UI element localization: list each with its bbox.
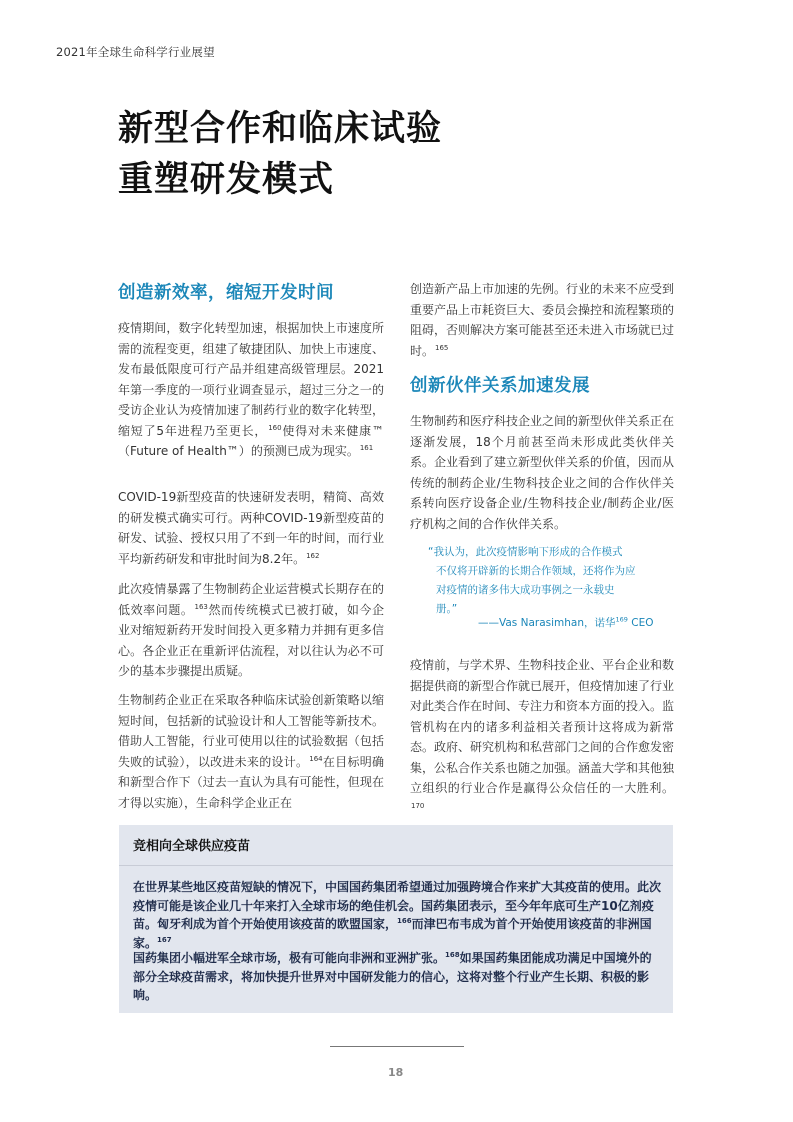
box-p2-text-2: 如果国药集团能成功满足中国境外的部分全球疫苗需求，将加快提升世界对中国研发能力的信心，这将对整个行业产生长期、积极的影响。 [133, 951, 652, 1002]
section-heading-partnerships: 创新伙伴关系加速发展 [410, 376, 590, 396]
left-p3-text-2: 然而传统模式已被打破，如今企业对缩短新药开发时间投入更多精力并拥有更多信心。各企业正在重新评估流程，对以往认为必不可少的基本步骤提出质疑。 [118, 602, 384, 678]
left-paragraph-4 [118, 690, 384, 813]
page-title [118, 104, 442, 206]
footnote-ref: 161 [359, 444, 374, 452]
footnote-ref: 166 [397, 917, 412, 925]
left-paragraph-1 [118, 318, 384, 462]
right-paragraph-2 [410, 655, 674, 819]
quote-attribution [478, 615, 654, 630]
footnote-ref: 170 [411, 801, 425, 810]
quote-line-2: 不仅将开辟新的长期合作领域，还将作为应 [436, 565, 636, 577]
right-paragraph-1: 生物制药和医疗科技企业之间的新型伙伴关系正在逐渐发展，18个月前甚至尚未形成此类伙伴关系。企业看到了建立新型伙伴关系的价值，因而从传统的制药企业/生物科技企业之间的合作伙伴关系转向医疗设备企业/生物科技企业/制药企业/医疗机构之间的合作伙伴关系。 [410, 414, 675, 531]
sidebar-box-divider [119, 865, 673, 866]
left-paragraph-2 [118, 487, 384, 569]
section-heading-efficiency: 创造新效率，缩短开发时间 [118, 283, 334, 303]
footer-divider [330, 1046, 464, 1047]
box-p1-text: 在世界某些地区疫苗短缺的情况下，中国国药集团希望通过加强跨境合作来扩大其疫苗的使用。此次疫情可能是该企业几十年来打入全球市场的绝佳机会。国药集团表示，至今年年底可生产10亿剂疫苗。匈牙利成为首个开始使用该疫苗的欧盟国家， [133, 880, 662, 931]
sidebar-box-paragraph-2 [133, 949, 663, 1005]
sidebar-box-paragraph-1 [133, 878, 663, 952]
footnote-ref: 168 [445, 951, 460, 959]
page-number: 18 [388, 1066, 404, 1079]
page-title-line-2: 重塑研发模式 [118, 160, 335, 200]
footnote-ref: 163 [194, 602, 208, 611]
left-p1-text: 疫情期间，数字化转型加速，根据加快上市速度所需的流程变更，组建了敏捷团队、加快上市速度、发布最低限度可行产品并组建高级管理层。2021年第一季度的一项行业调查显示，超过三分之一的受访企业认为疫情加速了制药行业的数字化转型，缩短了5年进程乃至更长， [118, 321, 384, 438]
left-paragraph-3 [118, 579, 384, 682]
box-p2-text: 国药集团小幅进军全球市场，极有可能向非洲和亚洲扩张。 [133, 951, 446, 965]
footnote-ref: 165 [435, 343, 449, 352]
quote-line-1: “我认为，此次疫情影响下形成的合作模式 [428, 546, 623, 558]
page-title-line-1: 新型合作和临床试验 [118, 109, 443, 149]
quote-attribution-name: ——Vas Narasimhan，诺华 [478, 617, 616, 629]
left-p2-text: COVID-19新型疫苗的快速研发表明，精简、高效的研发模式确实可行。两种COVID-19新型疫苗的研发、试验、授权只用了不到一年的时间，而行业平均新药研发和审批时间为8.2年。 [118, 490, 384, 566]
right-paragraph-0 [410, 279, 674, 361]
sidebar-box [119, 825, 673, 1013]
running-header: 2021年全球生命科学行业展望 [56, 45, 215, 59]
left-p1-text-2: 使得对未来健康™（Future of Health™）的预测已成为现实。 [118, 423, 384, 458]
footnote-ref: 167 [157, 935, 172, 944]
quote-line-4: 册。” [436, 603, 458, 615]
quote-line-3: 对疫情的诸多伟大成功事例之一永载史 [436, 584, 615, 596]
left-p3-text: 此次疫情暴露了生物制药企业运营模式长期存在的低效率问题。 [118, 582, 384, 617]
sidebar-box-title: 竞相向全球供应疫苗 [133, 839, 251, 854]
footnote-ref: 164 [309, 754, 323, 763]
footnote-ref: 162 [306, 551, 320, 560]
right-p2-text: 疫情前，与学术界、生物科技企业、平台企业和数据提供商的新型合作就已展开，但疫情加速了行业对此类合作在时间、专注力和资本方面的投入。监管机构在内的诸多利益相关者预计这将成为新常态。政府、研究机构和私营部门之间的合作愈发密集，公私合作关系也随之加强。涵盖大学和其他独立组织的行业合作是赢得公众信任的一大胜利。 [410, 658, 675, 795]
quote-attribution-role: CEO [627, 617, 654, 629]
footnote-ref: 169 [615, 615, 628, 624]
footnote-ref: 160 [268, 423, 282, 432]
left-p4-text-2: 在目标明确和新型合作下（过去一直认为具有可能性，但现在才得以实施），生命科学企业正在 [118, 754, 384, 810]
box-p1-text-2: 而津巴布韦成为首个开始使用该疫苗的非洲国家。 [133, 917, 652, 950]
right-p0-text: 创造新产品上市加速的先例。行业的未来不应受到重要产品上市耗资巨大、委员会操控和流程繁琐的阻碍，否则解决方案可能甚至还未进入市场就已过时。 [410, 282, 675, 358]
pull-quote [428, 543, 664, 619]
left-p4-text: 生物制药企业正在采取各种临床试验创新策略以缩短时间，包括新的试验设计和人工智能等新技术。借助人工智能，行业可使用以往的试验数据（包括失败的试验），以改进未来的设计。 [118, 693, 384, 769]
